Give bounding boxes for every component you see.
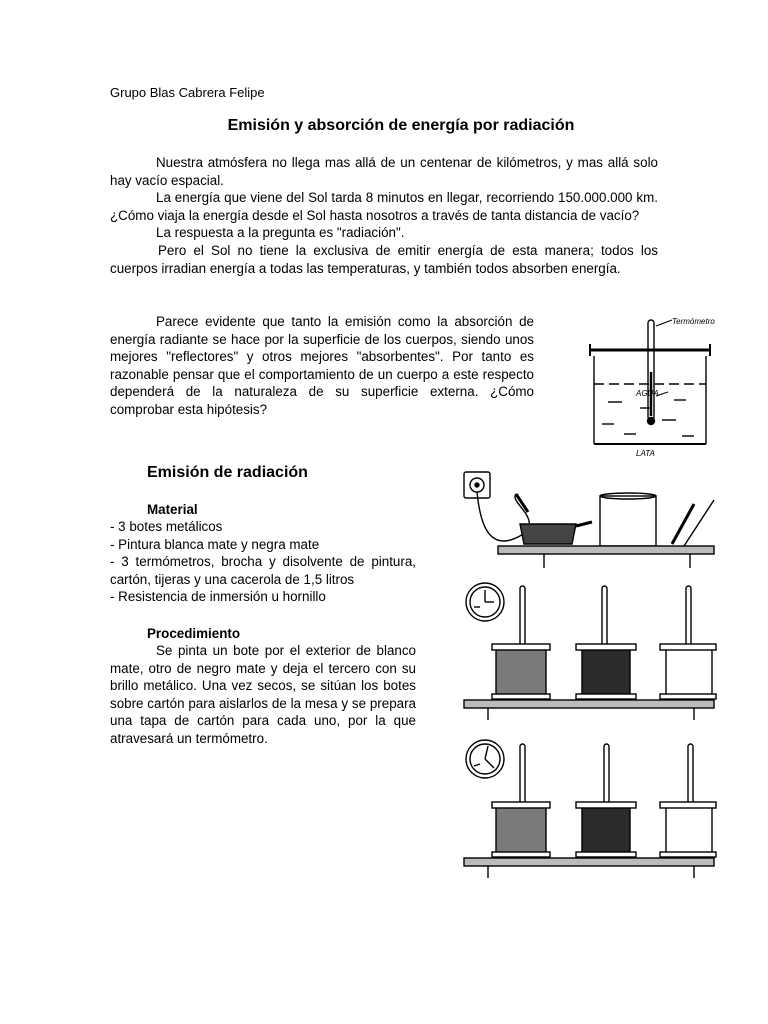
hypothesis-paragraph: Parece evidente que tanto la emisión como la absorción de energía radiante se hace por la superficie de los cuerpos, siendo unos mejores "reflectores" y otros mejores "absorbentes". Por tanto es razonable pensar que el comportamiento de un cuerpo a este respecto dependerá de la naturaleza de su superficie externa. ¿Cómo comprobar esta hipótesis? bbox=[110, 314, 534, 417]
section-title: Emisión de radiación bbox=[147, 464, 308, 481]
intro-paragraph-1: Nuestra atmósfera no llega mas allá de un centenar de kilómetros, y mas allá solo hay vacío espacial. bbox=[110, 155, 658, 188]
water-label: AGUA bbox=[636, 389, 659, 398]
intro-text bbox=[110, 154, 658, 277]
page-title: Emisión y absorción de energía por radiación bbox=[227, 117, 575, 134]
can-thermometer-figure bbox=[578, 312, 718, 457]
material-item: - Resistencia de inmersión u hornillo bbox=[110, 589, 326, 605]
setup-figure bbox=[458, 462, 718, 882]
material-heading: Material bbox=[147, 502, 198, 517]
procedure-paragraph: Se pinta un bote por el exterior de blanco mate, otro de negro mate y deja el tercero con su brillo metálico. Una vez secos, se sitúan los botes sobre cartón para aislarlos de la mesa y se prepara una tapa de cartón para cada uno, por la que atravesará un termómetro. bbox=[110, 643, 416, 746]
material-item: - Pintura blanca mate y negra mate bbox=[110, 536, 320, 552]
material-list bbox=[110, 518, 416, 606]
heating-panel bbox=[464, 472, 714, 568]
thermometer-label: Termómetro bbox=[672, 317, 715, 326]
cans-panel-2 bbox=[464, 740, 716, 878]
intro-paragraph-2: La energía que viene del Sol tarda 8 minutos en llegar, recorriendo 150.000.000 km. ¿Cómo viaja la energía desde el Sol hasta nosotros a través de tanta distancia de vacío? bbox=[110, 190, 658, 223]
intro-paragraph-4: Pero el Sol no tiene la exclusiva de emitir energía de esta manera; todos los cuerpos irradian energía a todas las temperaturas, y también todos absorben energía. bbox=[110, 242, 658, 276]
material-item: - 3 termómetros, brocha y disolvente de pintura, cartón, tijeras y una cacerola de 1,5 litros bbox=[110, 554, 416, 587]
intro-paragraph-3: La respuesta a la pregunta es "radiación". bbox=[156, 225, 405, 241]
cans-panel-1 bbox=[464, 583, 716, 720]
header-group: Grupo Blas Cabrera Felipe bbox=[110, 85, 265, 100]
procedure-heading: Procedimiento bbox=[147, 626, 241, 641]
material-item: - 3 botes metálicos bbox=[110, 519, 223, 534]
can-label: LATA bbox=[636, 449, 655, 458]
